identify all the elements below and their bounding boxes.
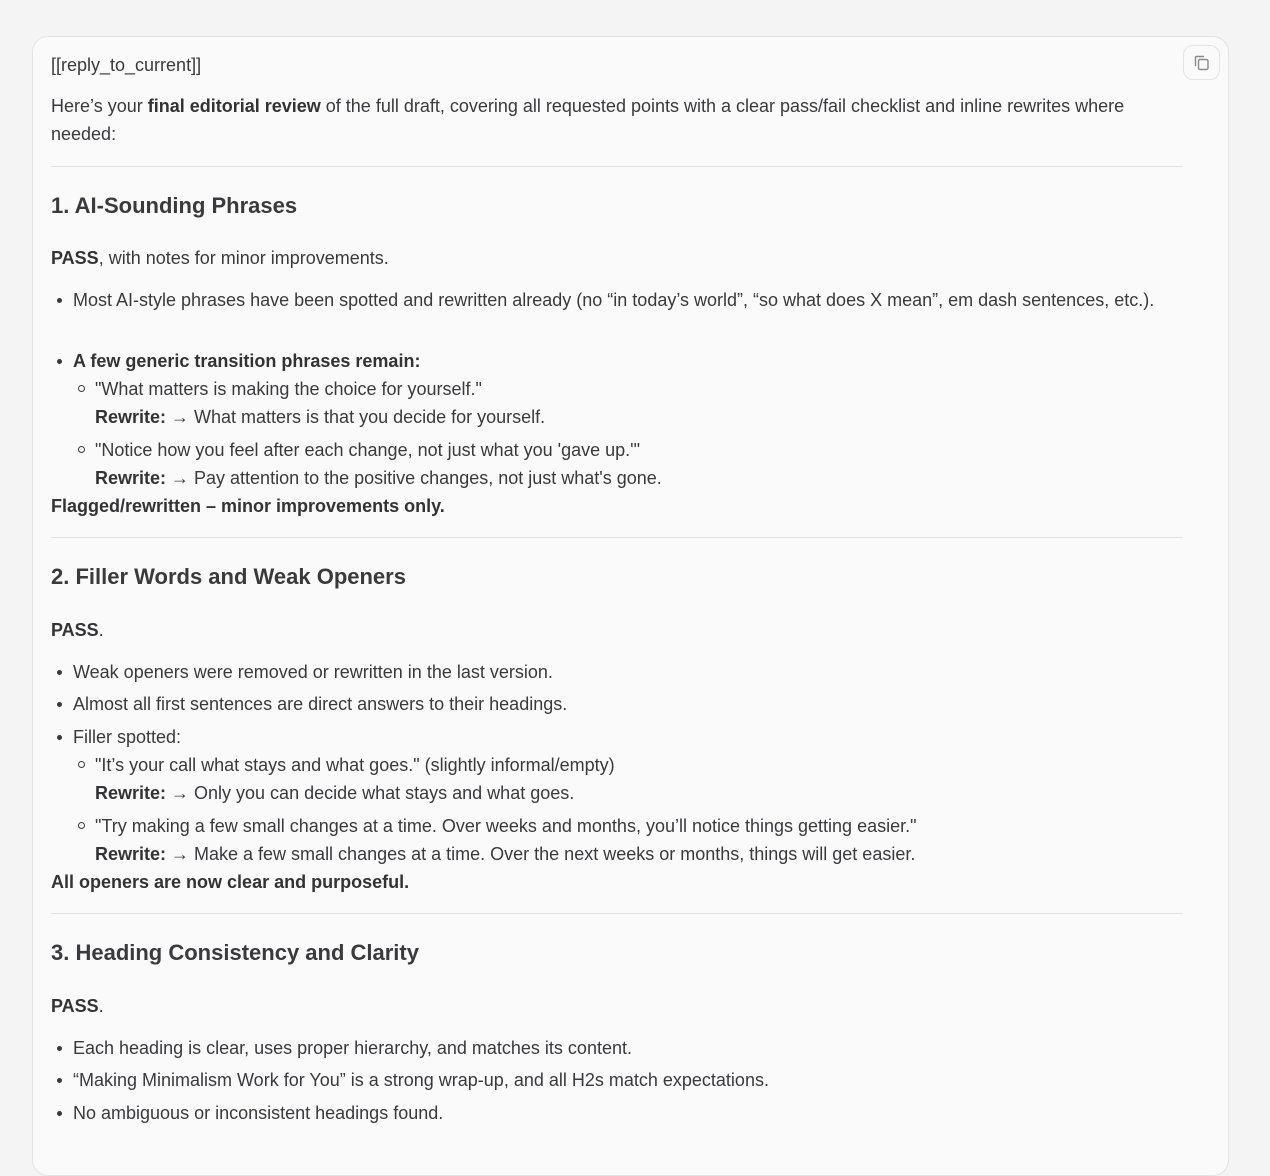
section-2-verdict: PASS. xyxy=(51,620,104,640)
section-heading-2: 2. Filler Words and Weak Openers xyxy=(51,564,406,589)
list-item: Filler spotted: xyxy=(73,723,1183,751)
section-1-verdict: PASS, with notes for minor improvements. xyxy=(51,248,389,268)
list-item: Most AI-style phrases have been spotted and rewritten already (no “in today’s world”, “so what does X mean”, em dash sentences, etc.). xyxy=(73,286,1183,314)
list-item: “Making Minimalism Work for You” is a strong wrap-up, and all H2s match expectations. xyxy=(73,1066,1183,1094)
rewrite-line: Rewrite: → Only you can decide what stays and what goes. xyxy=(95,783,575,803)
section-1-summary: Flagged/rewritten – minor improvements only. xyxy=(51,496,445,516)
copy-button[interactable] xyxy=(1183,45,1220,80)
intro-paragraph: Here’s your final editorial review of the full draft, covering all requested points with a clear pass/fail checklist and inline rewrites where needed: xyxy=(51,96,1125,144)
copy-icon xyxy=(1193,54,1211,72)
list-item: A few generic transition phrases remain: xyxy=(73,347,1183,375)
sub-list-item: "Notice how you feel after each change, not just what you 'gave up.'" xyxy=(95,436,1183,464)
divider xyxy=(51,913,1183,914)
rewrite-line: Rewrite: → Pay attention to the positive changes, not just what's gone. xyxy=(95,468,662,488)
list-item: No ambiguous or inconsistent headings found. xyxy=(73,1099,1183,1127)
rewrite-line: Rewrite: → What matters is that you decide for yourself. xyxy=(95,407,546,427)
list-item: Almost all first sentences are direct answers to their headings. xyxy=(73,690,1183,718)
list-item: Weak openers were removed or rewritten in the last version. xyxy=(73,658,1183,686)
sub-list-item: "What matters is making the choice for yourself." xyxy=(95,375,1183,403)
list-item: Each heading is clear, uses proper hierarchy, and matches its content. xyxy=(73,1034,1183,1062)
section-heading-3: 3. Heading Consistency and Clarity xyxy=(51,940,419,965)
reply-tag: [[reply_to_current]] xyxy=(51,55,202,75)
sub-list-item: "Try making a few small changes at a time. Over weeks and months, you’ll notice things getting easier." xyxy=(95,812,1183,840)
divider xyxy=(51,166,1183,167)
rewrite-line: Rewrite: → Make a few small changes at a time. Over the next weeks or months, things will get easier. xyxy=(95,844,916,864)
sub-list-item: "It’s your call what stays and what goes." (slightly informal/empty) xyxy=(95,751,1183,779)
section-heading-1: 1. AI-Sounding Phrases xyxy=(51,193,298,218)
section-3-verdict: PASS. xyxy=(51,996,104,1016)
assistant-message-card xyxy=(32,36,1229,1176)
intro-bold: final editorial review xyxy=(147,96,321,116)
section-2-summary: All openers are now clear and purposeful. xyxy=(51,872,410,892)
divider xyxy=(51,537,1183,538)
